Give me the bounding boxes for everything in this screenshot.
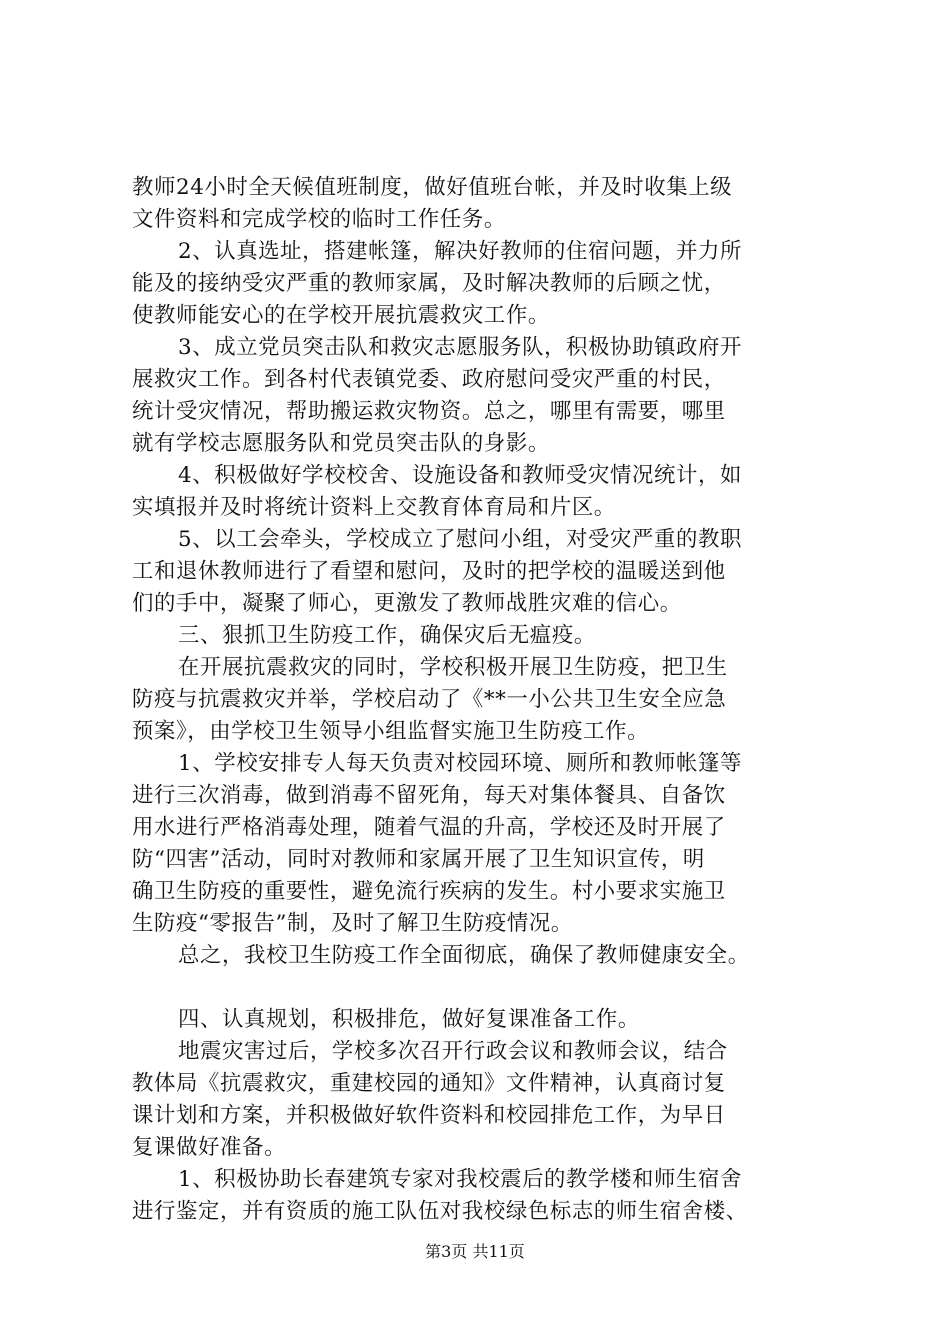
body-line: 展救灾工作。到各村代表镇党委、政府慰问受灾严重的村民， xyxy=(132,367,726,392)
body-line: 进行鉴定，并有资质的施工队伍对我校绿色标志的师生宿舍楼、 xyxy=(132,1199,748,1224)
body-line: 文件资料和完成学校的临时工作任务。 xyxy=(132,207,506,232)
paragraph-line: 1、学校安排专人每天负责对校园环境、厕所和教师帐篷等 xyxy=(178,751,742,776)
paragraph-line: 4、积极做好学校校舍、设施设备和教师受灾情况统计，如 xyxy=(178,463,742,488)
body-line: 防疫与抗震救灾并举，学校启动了《**一小公共卫生安全应急 xyxy=(132,687,727,712)
body-line: 教师24小时全天候值班制度，做好值班台帐，并及时收集上级 xyxy=(132,175,733,200)
body-line: 就有学校志愿服务队和党员突击队的身影。 xyxy=(132,431,550,456)
body-line: 进行三次消毒，做到消毒不留死角，每天对集体餐具、自备饮 xyxy=(132,783,726,808)
body-line: 工和退休教师进行了看望和慰问，及时的把学校的温暖送到他 xyxy=(132,559,726,584)
paragraph-line: 5、以工会牵头，学校成立了慰问小组，对受灾严重的教职 xyxy=(178,527,742,552)
paragraph-line: 总之，我校卫生防疫工作全面彻底，确保了教师健康安全。 xyxy=(178,943,750,968)
paragraph-line: 在开展抗震救灾的同时，学校积极开展卫生防疫，把卫生 xyxy=(178,655,728,680)
body-line: 使教师能安心的在学校开展抗震救灾工作。 xyxy=(132,303,550,328)
section-heading: 四、认真规划，积极排危，做好复课准备工作。 xyxy=(178,1007,640,1032)
paragraph-line: 1、积极协助长春建筑专家对我校震后的教学楼和师生宿舍 xyxy=(178,1167,742,1192)
body-line: 复课做好准备。 xyxy=(132,1135,286,1160)
body-line: 预案》，由学校卫生领导小组监督实施卫生防疫工作。 xyxy=(132,719,650,744)
section-heading: 三、狠抓卫生防疫工作，确保灾后无瘟疫。 xyxy=(178,623,596,648)
blank-line xyxy=(132,972,832,1004)
paragraph-line: 2、认真选址，搭建帐篷，解决好教师的住宿问题，并力所 xyxy=(178,239,742,264)
body-line: 课计划和方案，并积极做好软件资料和校园排危工作，为早日 xyxy=(132,1103,726,1128)
document-body xyxy=(132,172,832,1228)
body-line: 用水进行严格消毒处理，随着气温的升高，学校还及时开展了 xyxy=(132,815,726,840)
page-number-footer: 第3页 共11页 xyxy=(425,1242,525,1261)
body-line: 确卫生防疫的重要性，避免流行疾病的发生。村小要求实施卫 xyxy=(132,879,726,904)
body-line: 能及的接纳受灾严重的教师家属，及时解决教师的后顾之忧， xyxy=(132,271,726,296)
body-line: 们的手中，凝聚了师心，更激发了教师战胜灾难的信心。 xyxy=(132,591,682,616)
paragraph-line: 地震灾害过后，学校多次召开行政会议和教师会议，结合 xyxy=(178,1039,728,1064)
paragraph-line: 3、成立党员突击队和救灾志愿服务队，积极协助镇政府开 xyxy=(178,335,742,360)
body-line: 实填报并及时将统计资料上交教育体育局和片区。 xyxy=(132,495,616,520)
body-line: 防“四害”活动，同时对教师和家属开展了卫生知识宣传，明 xyxy=(132,847,705,872)
body-line: 生防疫“零报告”制，及时了解卫生防疫情况。 xyxy=(132,911,573,936)
body-line: 教体局《抗震救灾，重建校园的通知》文件精神，认真商讨复 xyxy=(132,1071,726,1096)
body-line: 统计受灾情况，帮助搬运救灾物资。总之，哪里有需要，哪里 xyxy=(132,399,726,424)
